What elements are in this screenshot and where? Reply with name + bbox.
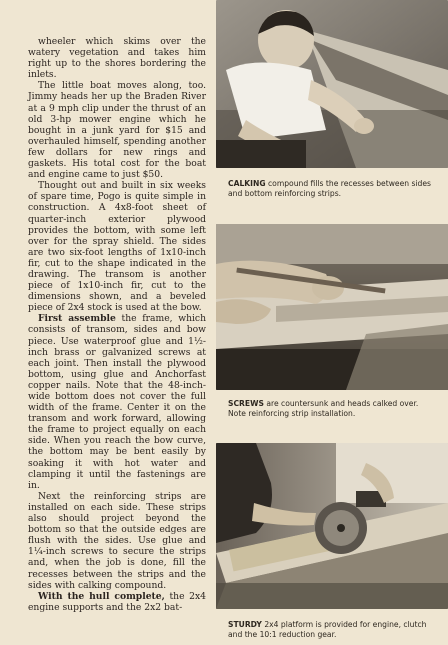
article-column [28,36,206,613]
caption-platform: STURDY 2x4 platform is provided for engine, clutch and the 10:1 reduction gear. [228,620,427,639]
paragraph-4: First assemble the frame, which consists of transom, sides and bow piece. Use waterproof glue and 1½-inch brass or galvanized screws at each joint. Then install the plywood bottom, using glue and Anchorfast copper nails. Note that the 48-inch-wide bottom does not cover the full width of the frame. Center it on the transom and work forward, allowing the frame to project equally on each side. When you reach the bow curve, the bottom may be bent easily by soaking it with hot water and clamping it until the fastenings are in. [28,313,206,491]
photo-platform [216,443,448,609]
paragraph-3: Thought out and built in six weeks of spare time, Pogo is quite simple in construction. A 4x8-foot sheet of quarter-inch exterior plywood provides the bottom, with some left over for the spray shield. The sides are two six-foot lengths of 1x10-inch fir, cut to the shape indicated in the drawing. The transom is another piece of 1x10-inch fir, cut to the dimensions shown, and a beveled piece of 2x4 stock is used at the bow. [28,180,206,314]
paragraph-1: wheeler which skims over the watery vegetation and takes him right up to the shores bordering the inlets. [28,36,206,81]
photo-calking [216,0,448,168]
paragraph-6: With the hull complete, the 2x4 engine supports and the 2x2 bat- [28,590,207,613]
paragraph-5: Next the reinforcing strips are installed on each side. These strips also should project beyond the bottom so that the outside edges are flush with the sides. Use glue and 1¼-inch screws to secure the strips and, when the job is done, fill the recesses between the strips and the sides with calking compound. [28,490,206,591]
photo-screws [216,224,448,390]
run-in-heading: First assemble [38,313,116,325]
caption-screws: SCREWS are countersunk and heads calked over. Note reinforcing strip installation. [228,399,419,418]
paragraph-2: The little boat moves along, too. Jimmy heads her up the Braden River at a 9 mph clip under the thrust of an old 3-hp mower engine which he bought in a junk yard for $15 and overhauled himself, spending another few dollars for new rings and gaskets. His total cost for the boat and engine came to just $50. [28,80,206,181]
caption-calking: CALKING compound fills the recesses between sides and bottom reinforcing strips. [228,179,431,198]
run-in-heading: With the hull complete, [38,590,165,602]
